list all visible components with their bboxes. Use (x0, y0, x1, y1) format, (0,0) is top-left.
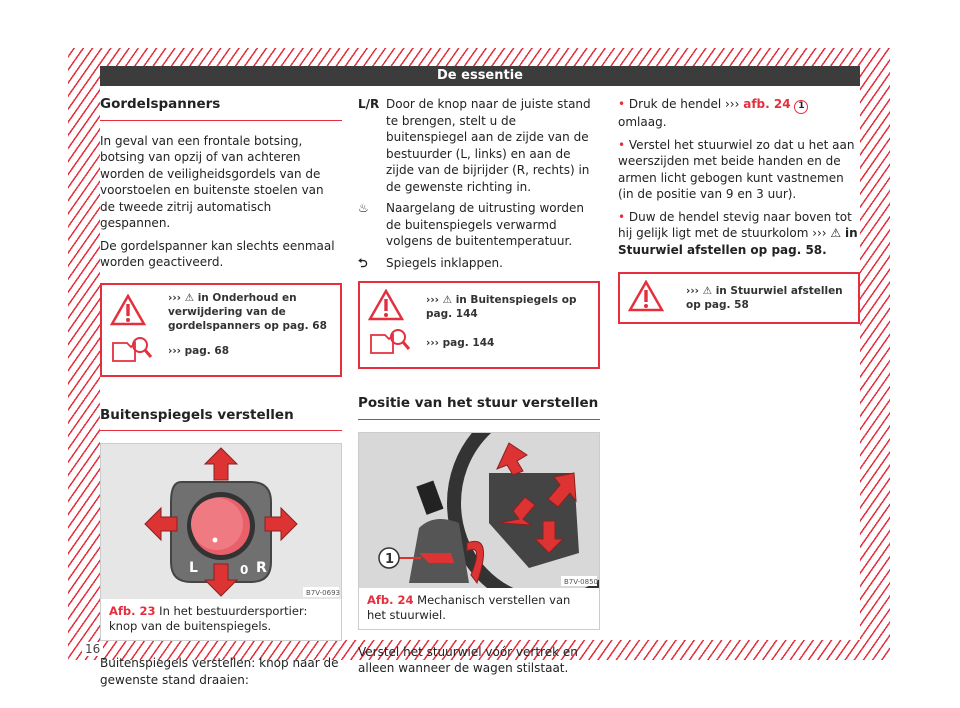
list-item-lr (358, 96, 600, 195)
page-number: 16 (82, 642, 103, 656)
bullet-text: Verstel het stuurwiel zo dat u het aan weerszijden met beide handen en de armen licht gebogen kunt vastnemen (in de positie van 9 en 3 uur). (618, 137, 855, 201)
warning-reference-link[interactable]: in Stuurwiel afstellen op pag. 58. (618, 226, 858, 257)
warning-triangle-icon (110, 294, 168, 330)
page-header: De essentie (100, 66, 860, 86)
warning-triangle-icon (368, 289, 426, 325)
list-key: L/R (358, 97, 380, 111)
list-item-heating (358, 200, 600, 250)
bullet-item (618, 96, 860, 131)
list-item-fold (358, 255, 600, 272)
list-text: Door de knop naar de juiste stand te brengen, stelt u de buitenspiegel aan de zijde van de bestuurder (L, links) en aan de zijde van de bijrijder (R, rechts) in de gewenste richting in. (386, 97, 591, 194)
list-text: Spiegels inklappen. (386, 255, 503, 270)
warning-reference-link[interactable]: ››› ⚠ in Stuurwiel afstellen op pag. 58 (686, 285, 843, 311)
figure-23 (100, 443, 342, 641)
warning-box (358, 281, 600, 369)
bullet-text: omlaag. (618, 115, 667, 129)
section-title-gordelspanners: Gordelspanners (100, 96, 342, 121)
warning-box (100, 283, 342, 377)
fold-mirror-icon: ⮌ (358, 255, 368, 270)
knob-label-left: L (189, 560, 198, 576)
list-text: Naargelang de uitrusting worden de buitenspiegels verwarmd volgens de buitentemperatuur. (386, 201, 584, 248)
figure-label: Afb. 24 (367, 592, 414, 607)
section-title-stuur: Positie van het stuur verstellen (358, 395, 600, 420)
paragraph: De gordelspanner kan slechts eenmaal worden geactiveerd. (100, 238, 335, 269)
figure-label: Afb. 23 (109, 604, 156, 618)
figure-reference-link[interactable]: afb. 24 (743, 97, 791, 111)
paragraph: Verstel het stuurwiel vóór vertrek en alleen wanneer de wagen stilstaat. (358, 644, 578, 675)
page-reference-link[interactable]: ››› pag. 68 (168, 344, 230, 357)
knob-label-right: R (256, 560, 267, 576)
bullet-item (618, 137, 860, 203)
bullet-text: Duw de hendel stevig naar boven tot hij gelijk ligt met de stuurkolom ››› ⚠ (618, 209, 852, 240)
figure-24 (358, 432, 600, 630)
figure-caption: Mechanisch verstellen van het stuurwiel. (367, 592, 571, 622)
warning-reference-link[interactable]: ››› ⚠ in Buitenspiegels op pag. 144 (426, 294, 577, 320)
bullet-text: Druk de hendel ››› (628, 97, 740, 111)
page-reference-link[interactable]: ››› pag. 144 (426, 337, 495, 349)
bullet-item (618, 209, 860, 259)
manual-search-icon (110, 335, 168, 367)
column-2 (358, 96, 600, 683)
callout-1: 1 (385, 551, 395, 567)
steering-wheel-illustration (359, 433, 599, 588)
section-title-buitenspiegels: Buitenspiegels verstellen (100, 407, 342, 432)
figure-code: B7V-0850 (564, 577, 598, 586)
figure-code: B7V-0693 (306, 589, 340, 597)
figure-caption: In het bestuurdersportier: knop van de buitenspiegels. (109, 604, 308, 633)
column-1 (100, 96, 342, 694)
paragraph: Buitenspiegels verstellen: knop naar de gewenste stand draaien: (100, 656, 339, 687)
column-3 (618, 96, 860, 324)
paragraph: In geval van een frontale botsing, botsing van opzij of van achteren worden de veiligheidsgordels van de voorstoelen en buitenste stoelen van de tweede zitrij automatisch gespannen. (100, 133, 324, 230)
mirror-knob-illustration (101, 444, 341, 599)
warning-box (618, 272, 860, 324)
manual-search-icon (368, 327, 426, 359)
knob-label-off: 0 (240, 563, 249, 577)
heating-icon: ♨ (358, 201, 369, 215)
warning-triangle-icon (628, 280, 686, 316)
callout-number: 1 (794, 100, 808, 114)
warning-reference-link[interactable]: ››› ⚠ in Onderhoud en verwijdering van de gordelspanners op pag. 68 (168, 291, 327, 332)
